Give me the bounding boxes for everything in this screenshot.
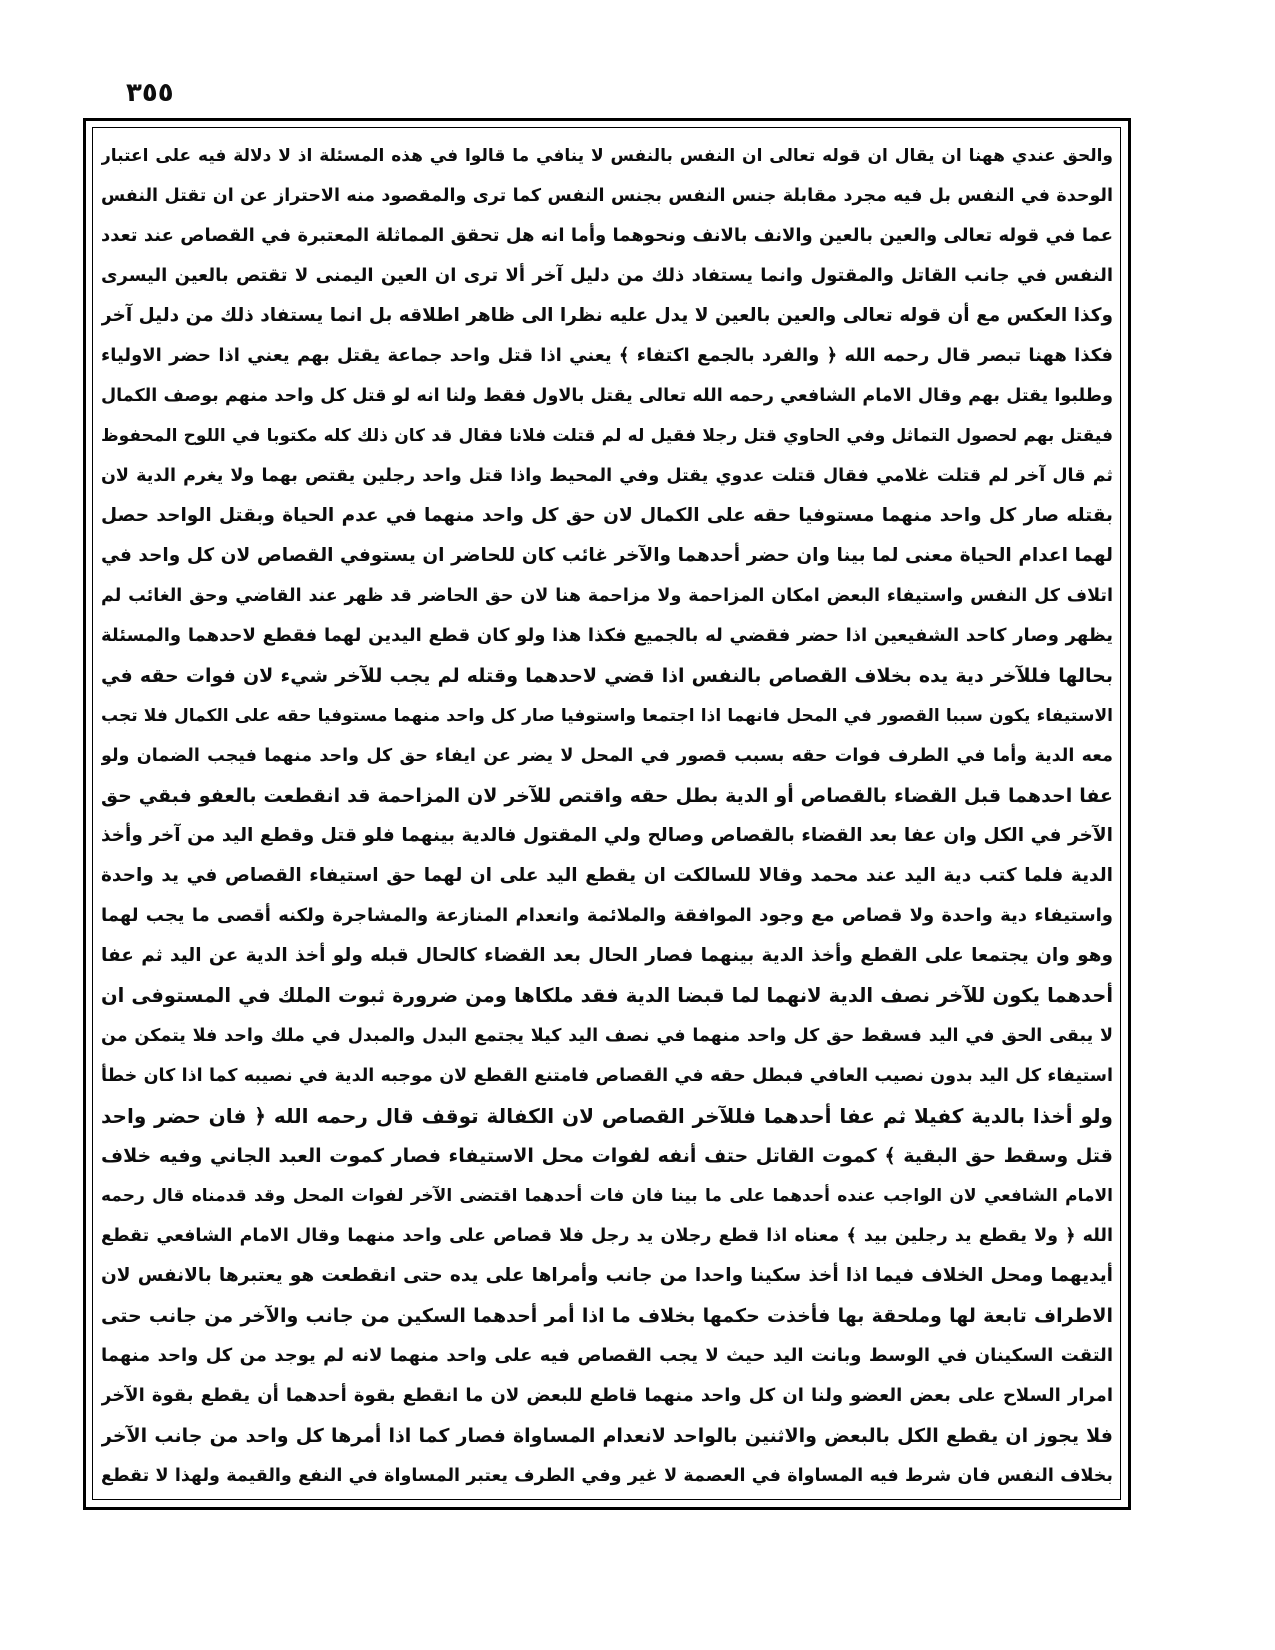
page-number: ٣٥٥ (126, 78, 174, 108)
text-line: لهما اعدام الحياة معنى لما بينا وان حضر أحدهما والآخر غائب كان للحاضر ان يستوفي القصاص لان كل واحد في (101, 545, 1113, 566)
text-line: أيديهما ومحل الخلاف فيما اذا أخذ سكينا واحدا من جانب وأمراها على يده حتى انقطعت هو يعتبرها بالانفس لان (101, 1265, 1113, 1286)
text-line: الوحدة في النفس بل فيه مجرد مقابلة جنس النفس بجنس النفس كما ترى والمقصود منه الاحتراز عن ان تقتل النفس (101, 186, 1113, 206)
text-line: عفا احدهما قبل القضاء بالقصاص أو الدية بطل حقه واقتص للآخر لان المزاحمة قد انقطعت بالعفو فبقي حق (101, 785, 1113, 807)
body-text (101, 136, 1113, 1496)
text-line: يظهر وصار كاحد الشفيعين اذا حضر فقضي له بالجميع فكذا هذا ولو كان قطع اليدين لهما فقطع لاحدهما والمسئلة (101, 625, 1113, 646)
text-line: بخلاف النفس فان شرط فيه المساواة في العصمة لا غير وفي الطرف يعتبر المساواة في النفع والقيمة ولهذا لا تقطع (101, 1466, 1113, 1486)
text-line: الاطراف تابعة لها وملحقة بها فأخذت حكمها بخلاف ما اذا أمر أحدهما السكين من جانب والآخر من جانب حتى (101, 1305, 1113, 1327)
text-line: فيقتل بهم لحصول التماثل وفي الحاوي قتل رجلا فقيل له لم قتلت فلانا فقال قد كان ذلك كله مكتوبا في اللوح المحفوظ (101, 426, 1113, 446)
text-line: التقت السكينان في الوسط وبانت اليد حيث لا يجب القصاص فيه على واحد منهما لانه لم يوجد من كل واحد منهما (101, 1345, 1113, 1366)
text-line: وكذا العكس مع أن قوله تعالى والعين بالعين لا يدل عليه نظرا الى ظاهر اطلاقه بل انما يستفاد ذلك من دليل آخر (101, 305, 1113, 326)
text-line: ولو أخذا بالدية كفيلا ثم عفا أحدهما فللآخر القصاص لان الكفالة توقف قال رحمه الله ﴿ فان حضر واحد (101, 1104, 1113, 1128)
text-line: النفس في جانب القاتل والمقتول وانما يستفاد ذلك من دليل آخر ألا ترى ان العين اليمنى لا تقتص بالعين اليسرى (101, 265, 1113, 286)
text-line: ثم قال آخر لم قتلت غلامي فقال قتلت عدوي يقتل وفي المحيط واذا قتل واحد رجلين يقتص بهما ولا يغرم الدية لان (101, 466, 1113, 486)
text-line: استيفاء كل اليد بدون نصيب العافي فبطل حقه في القصاص فامتنع القطع لان موجبه الدية في نصيبه كما اذا كان خطأ (101, 1066, 1113, 1086)
text-line: فلا يجوز ان يقطع الكل بالبعض والاثنين بالواحد لانعدام المساواة فصار كما اذا أمرها كل واحد من جانب الآخر (101, 1425, 1113, 1447)
text-line: وطلبوا يقتل بهم وقال الامام الشافعي رحمه الله تعالى يقتل بالاول فقط ولنا انه لو قتل كل واحد منهم بوصف الكمال (101, 386, 1113, 406)
text-line: اتلاف كل النفس واستيفاء البعض امكان المزاحمة ولا مزاحمة هنا لان حق الحاضر قد ظهر عند القاضي وحق الغائب لم (101, 586, 1113, 606)
text-line: بحالها فللآخر دية يده بخلاف القصاص بالنفس اذا قضي لاحدهما وقتله لم يجب للآخر شيء لان فوات حقه في (101, 665, 1113, 687)
text-line: الله ﴿ ولا يقطع يد رجلين بيد ﴾ معناه اذا قطع رجلان يد رجل فلا قصاص على واحد منهما وقال الامام الشافعي تقطع (101, 1226, 1113, 1246)
text-line: واستيفاء دية واحدة ولا قصاص مع وجود الموافقة والملائمة وانعدام المنازعة والمشاجرة ولكنه أقصى ما يجب لهما (101, 905, 1113, 926)
text-line: امرار السلاح على بعض العضو ولنا ان كل واحد منهما قاطع للبعض لان ما انقطع بقوة أحدهما أن يقطع بقوة الآخر (101, 1385, 1113, 1406)
text-line: معه الدية وأما في الطرف فوات حقه بسبب قصور في المحل لا يضر عن ايفاء حق كل واحد منهما فيجب الضمان ولو (101, 746, 1113, 766)
text-line: عما في قوله تعالى والعين بالعين والانف بالانف ونحوهما وأما انه هل تحقق المماثلة المعتبرة في القصاص عند تعدد (101, 225, 1113, 246)
text-line: وهو وان يجتمعا على القطع وأخذ الدية بينهما فصار الحال بعد القضاء كالحال قبله ولو أخذ الدية عن اليد ثم عفا (101, 945, 1113, 966)
text-line: الآخر في الكل وان عفا بعد القضاء بالقصاص وصالح ولي المقتول فالدية بينهما فلو قتل وقطع اليد من آخر وأخذ (101, 825, 1113, 846)
text-line: فكذا ههنا تبصر قال رحمه الله ﴿ والفرد بالجمع اكتفاء ﴾ يعني اذا قتل واحد جماعة يقتل بهم يعني اذا حضر الاولياء (101, 345, 1113, 366)
text-line: الدية فلما كتب دية اليد عند محمد وقالا للسالكت ان يقطع اليد على ان لهما حق استيفاء القصاص في يد واحدة (101, 865, 1113, 886)
text-line: الاستيفاء يكون سببا القصور في المحل فانهما اذا اجتمعا واستوفيا صار كل واحد منهما مستوفيا حقه على الكمال فلا تجب (101, 706, 1113, 726)
text-line: والحق عندي ههنا ان يقال ان قوله تعالى ان النفس بالنفس لا ينافي ما قالوا في هذه المسئلة اذ لا دلالة فيه على اعتبار (101, 146, 1113, 166)
text-line: لا يبقى الحق في اليد فسقط حق كل واحد منهما في نصف اليد كيلا يجتمع البدل والمبدل في ملك واحد فلا يتمكن من (101, 1026, 1113, 1046)
text-line: الامام الشافعي لان الواجب عنده أحدهما على ما بينا فان فات أحدهما اقتضى الآخر لفوات المحل وقد قدمناه قال رحمه (101, 1186, 1113, 1206)
text-line: قتل وسقط حق البقية ﴾ كموت القاتل حتف أنفه لفوات محل الاستيفاء فصار كموت العبد الجاني وفيه خلاف (101, 1145, 1113, 1167)
text-line: بقتله صار كل واحد منهما مستوفيا حقه على الكمال لان حق كل واحد منهما في عدم الحياة وبقتل الواحد حصل (101, 505, 1113, 526)
text-line: أحدهما يكون للآخر نصف الدية لانهما لما قبضا الدية فقد ملكاها ومن ضرورة ثبوت الملك في المستوفى ان (101, 984, 1113, 1007)
